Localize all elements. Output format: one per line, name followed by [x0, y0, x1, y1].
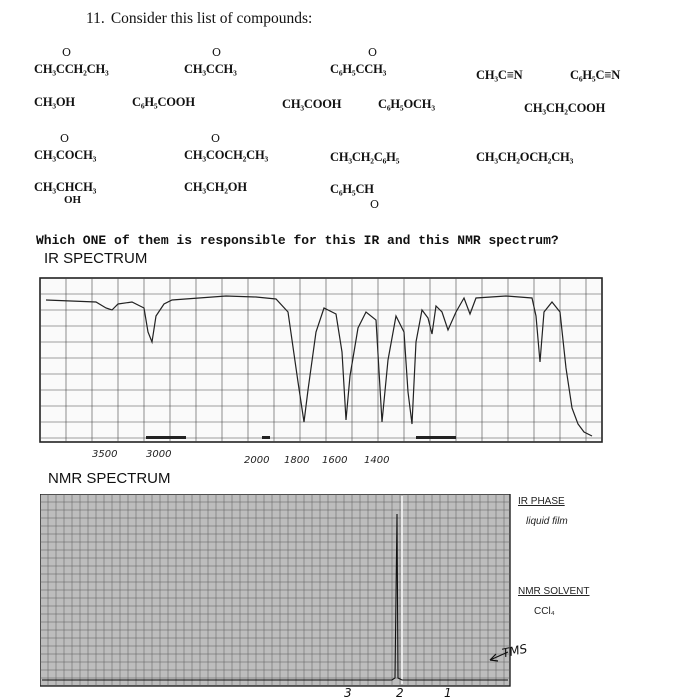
nmr-tick-label: 1: [444, 686, 452, 700]
carbonyl-o-marker: O: [211, 132, 221, 145]
compound-propanoic-acid: CH₃CH₂COOH: [524, 101, 606, 115]
carbonyl-o-marker: O: [60, 132, 70, 145]
nmr-spectrum-chart: [40, 494, 512, 688]
ir-tick-label: 3500: [92, 449, 118, 460]
compound-benzoic-acid: C₆H₅COOH: [132, 95, 195, 109]
question-prompt: Which ONE of them is responsible for this IR and this NMR spectrum?: [36, 233, 559, 248]
compound-anisole: C₆H₅OCH₃: [378, 97, 435, 111]
question-title: [86, 10, 312, 28]
compound-diethyl-ether: CH₃CH₂OCH₂CH₃: [476, 150, 574, 164]
ir-spectrum-label: IR SPECTRUM: [44, 250, 148, 267]
ir-spectrum-chart: [36, 272, 608, 448]
compound-acetone: CH₃CCH₃: [184, 62, 237, 76]
compound-benzaldehyde: C₆H₅CH: [330, 182, 374, 196]
compound-benzonitrile: C₆H₅C≡N: [570, 68, 621, 82]
compound-ethyl-acetate: CH₃COCH₂CH₃: [184, 148, 269, 162]
nmr-tick-label: 3: [344, 686, 352, 700]
compound-methanol: CH₃OH: [34, 95, 75, 109]
ir-tick-label: 1600: [322, 455, 348, 466]
compound-methyl-acetate: CH₃COCH₃: [34, 148, 97, 162]
compound-2-butanone: CH₃CCH₂CH₃: [34, 62, 109, 76]
nmr-solvent-value: CCl₄: [534, 606, 555, 617]
compound-acetonitrile: CH₃C≡N: [476, 68, 523, 82]
compound-2-propanol: CH₃CHCH₃: [34, 180, 97, 194]
question-title-text: Consider this list of compounds:: [110, 10, 313, 27]
carbonyl-o-marker: O: [212, 46, 222, 59]
compound-ethanol: CH₃CH₂OH: [184, 180, 247, 194]
compound-ethylbenzene: CH₃CH₂C₆H₅: [330, 150, 400, 164]
nmr-spectrum-label: NMR SPECTRUM: [48, 470, 171, 487]
question-number: 11.: [86, 10, 105, 27]
carbonyl-o-marker: O: [368, 46, 378, 59]
carbonyl-o-marker: O: [62, 46, 72, 59]
ir-tick-label: 2000: [244, 455, 270, 466]
tms-label: TMS: [500, 641, 529, 661]
ir-phase-value: liquid film: [526, 516, 568, 527]
ir-phase-title: IR PHASE: [518, 496, 565, 507]
compound-acetophenone: C₆H₅CCH₃: [330, 62, 387, 76]
nmr-tick-label: 2: [396, 686, 404, 700]
carbonyl-o-marker: O: [370, 198, 380, 211]
ir-tick-label: 1400: [364, 455, 390, 466]
hydroxyl-marker: OH: [64, 194, 82, 206]
compound-acetic-acid: CH₃COOH: [282, 97, 342, 111]
nmr-solvent-title: NMR SOLVENT: [518, 586, 590, 597]
ir-tick-label: 3000: [146, 449, 172, 460]
ir-tick-label: 1800: [284, 455, 310, 466]
